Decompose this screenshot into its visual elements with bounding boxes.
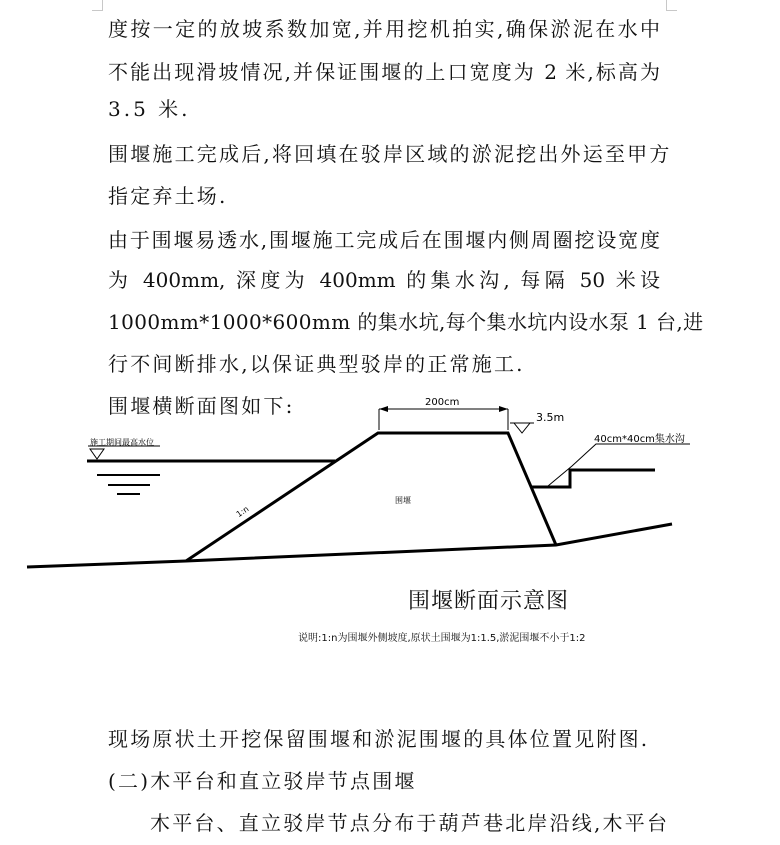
para2-line1: 围堰施工完成后,将回填在驳岸区域的淤泥挖出外运至甲方: [108, 142, 672, 166]
para3-line3: 1000mm*1000*600mm 的集水坑,每个集水坑内设水泵 1 台,进: [108, 310, 704, 334]
ground-line: [27, 524, 672, 567]
slope-label: 1:n: [234, 504, 251, 519]
figure-title: 围堰断面示意图: [408, 589, 570, 614]
ditch-label: 40cm*40cm集水沟: [594, 434, 685, 445]
cofferdam-body-label: 围堰: [395, 496, 411, 505]
water-level-label: 施工期间最高水位: [90, 438, 154, 447]
cofferdam-outline: [186, 433, 556, 561]
para5: 现场原状土开挖保留围堰和淤泥围堰的具体位置见附图.: [108, 727, 650, 751]
para1-line3: 3.5 米.: [108, 97, 191, 121]
elevation-marker-icon: [514, 423, 530, 433]
width-arrow-left: [379, 406, 388, 412]
figure-note: 说明:1:n为围堰外侧坡度,原状土围堰为1:1.5,淤泥围堰不小于1:2: [298, 633, 586, 644]
para3-line2: 为 400mm, 深度为 400mm 的集水沟, 每隔 50 米设: [108, 268, 660, 292]
water-level-marker-icon: [90, 449, 104, 459]
section-heading: (二)木平台和直立驳岸节点围堰: [108, 769, 417, 793]
elevation-label: 3.5m: [536, 411, 565, 424]
para4-figure-intro: 围堰横断面图如下:: [108, 394, 295, 418]
width-label: 200cm: [425, 397, 460, 408]
width-arrow-right: [499, 406, 508, 412]
para1-line1: 度按一定的放坡系数加宽,并用挖机拍实,确保淤泥在水中: [108, 17, 660, 41]
para3-line4: 行不间断排水,以保证典型驳岸的正常施工.: [108, 352, 525, 376]
para7-line1: 木平台、直立驳岸节点分布于葫芦巷北岸沿线,木平台: [150, 811, 670, 835]
para1-line2: 不能出现滑坡情况,并保证围堰的上口宽度为 2 米,标高为: [108, 60, 660, 84]
para2-line2: 指定弃土场.: [108, 184, 228, 208]
para3-line1: 由于围堰易透水,围堰施工完成后在围堰内侧周圈挖设宽度: [108, 228, 660, 252]
